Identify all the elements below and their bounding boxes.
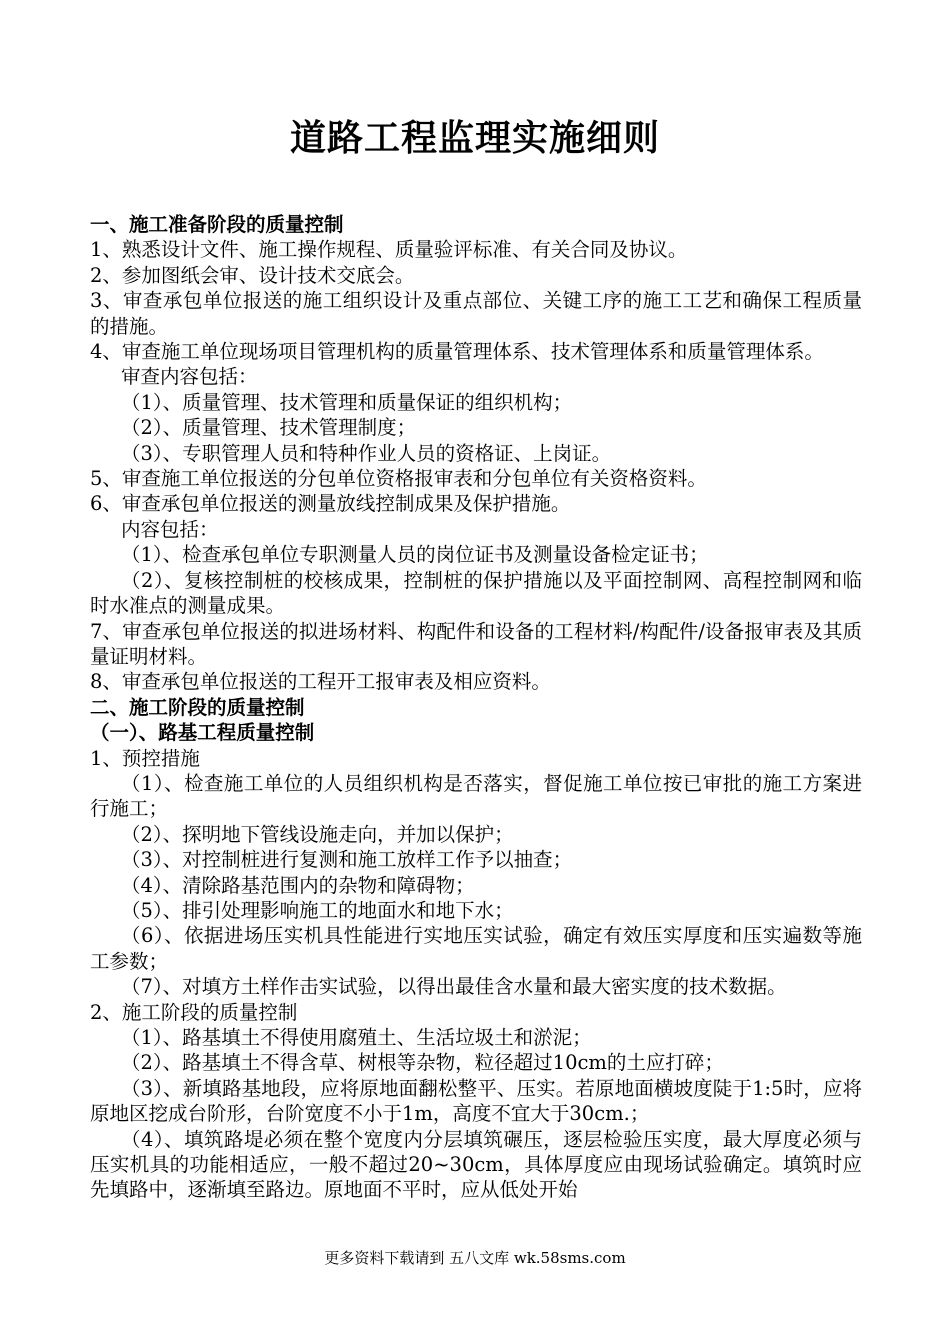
indented-paragraph: （4）、填筑路堤必须在整个宽度内分层填筑碾压，逐层检验压实度，最大厚度必须与压实机具的功能相适应，一般不超过20~30cm，具体厚度应由现场试验确定。填筑时应先填路中，逐渐填至路边。原地面不平时，应从低处开始 [90, 1127, 862, 1202]
page-title: 道路工程监理实施细则 [289, 117, 660, 159]
indented-line: （4）、清除路基范围内的杂物和障碍物； [121, 873, 475, 897]
indented-line: （1）、质量管理、技术管理和质量保证的组织机构； [121, 390, 573, 414]
indented-line: （1）、路基填土不得使用腐殖土、生活垃圾土和淤泥； [121, 1026, 592, 1049]
indented-line: （2）、探明地下管线设施走向，并加以保护； [121, 822, 514, 846]
paragraph: 2、参加图纸会审、设计技术交底会。 [90, 263, 415, 287]
paragraph: 2、施工阶段的质量控制 [90, 1000, 298, 1024]
paragraph: 1、熟悉设计文件、施工操作规程、质量验评标准、有关合同及协议。 [90, 238, 688, 262]
paragraph: 1、预控措施 [90, 746, 200, 770]
section-heading: 二、施工阶段的质量控制 [90, 695, 305, 719]
indented-paragraph: （7）、对填方土样作击实试验，以得出最佳含水量和最大密实度的技术数据。 [121, 975, 787, 999]
paragraph: 4、审查施工单位现场项目管理机构的质量管理体系、技术管理体系和质量管理体系。 [90, 340, 824, 364]
paragraph: 5、审查施工单位报送的分包单位资格报审表和分包单位有关资格资料。 [90, 467, 707, 491]
paragraph: 3、审查承包单位报送的施工组织设计及重点部位、关键工序的施工工艺和确保工程质量的措施。 [90, 289, 862, 338]
page-footer: 更多资料下载请到 五八文库 wk.58sms.com [324, 1249, 626, 1267]
subsection-heading: （一）、路基工程质量控制 [90, 721, 315, 745]
paragraph: 7、审查承包单位报送的拟进场材料、构配件和设备的工程材料/构配件/设备报审表及其质量证明材料。 [90, 619, 862, 668]
document-body [90, 212, 862, 1203]
indented-line: （3）、专职管理人员和特种作业人员的资格证、上岗证。 [121, 441, 612, 465]
indented-line: （2）、质量管理、技术管理制度； [121, 416, 417, 440]
indented-paragraph: （3）、新填路基地段，应将原地面翻松整平、压实。若原地面横坡度陡于1:5时，应将原地区挖成台阶形，台阶宽度不小于1m，高度不宜大于30cm.； [90, 1076, 862, 1126]
indented-line: 审查内容包括： [121, 365, 258, 389]
section-heading: 一、施工准备阶段的质量控制 [90, 213, 344, 236]
indented-paragraph: （1）、检查施工单位的人员组织机构是否落实，督促施工单位按已审批的施工方案进行施工； [90, 771, 862, 821]
indented-line: （5）、排引处理影响施工的地面水和地下水； [121, 898, 514, 922]
indented-paragraph: （2）、复核控制桩的校核成果，控制桩的保护措施以及平面控制网、高程控制网和临时水准点的测量成果。 [90, 568, 862, 618]
indented-line: （1）、检查承包单位专职测量人员的岗位证书及测量设备检定证书； [121, 543, 709, 567]
indented-paragraph: （6）、依据进场压实机具性能进行实地压实试验，确定有效压实厚度和压实遍数等施工参数； [90, 924, 862, 973]
indented-line: （2）、路基填土不得含草、树根等杂物，粒径超过10cm的土应打碎； [121, 1051, 724, 1075]
indented-line: （3）、对控制桩进行复测和施工放样工作予以抽查； [121, 848, 573, 872]
paragraph: 6、审查承包单位报送的测量放线控制成果及保护措施。 [90, 492, 571, 516]
indented-line: 内容包括： [121, 517, 219, 541]
paragraph: 8、审查承包单位报送的工程开工报审表及相应资料。 [90, 670, 551, 694]
